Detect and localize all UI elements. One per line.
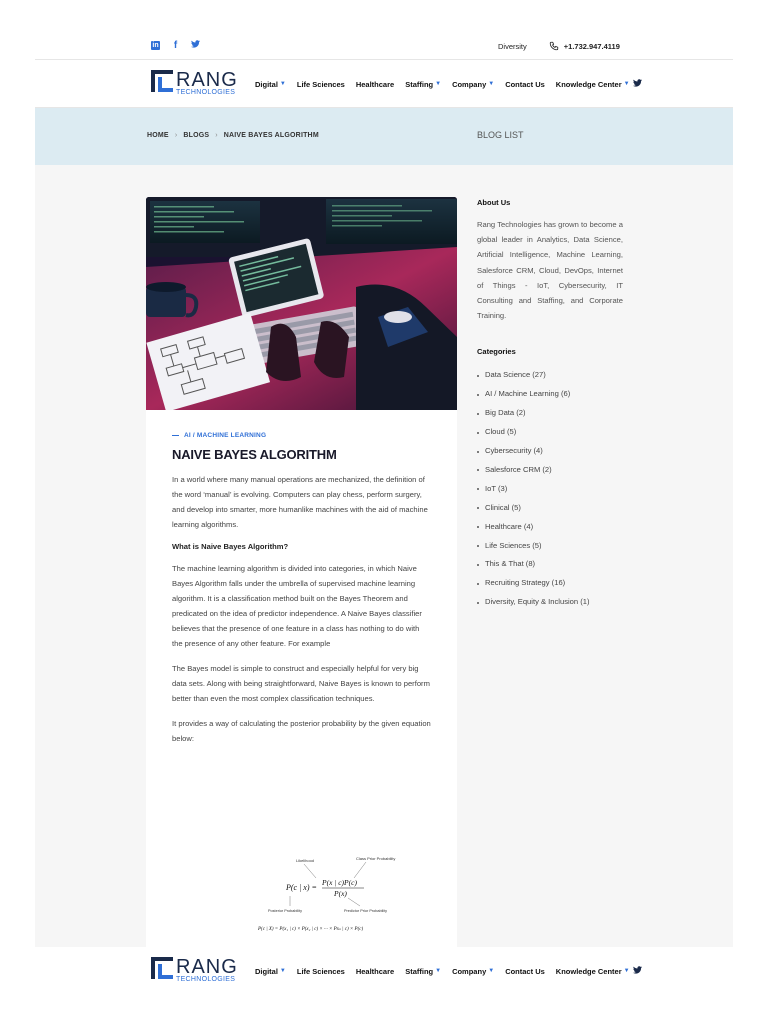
formula-denominator: P(x) bbox=[334, 889, 347, 898]
bullet-icon bbox=[477, 545, 479, 547]
bullet-icon bbox=[477, 469, 479, 471]
bayes-formula-image bbox=[256, 852, 406, 937]
article-paragraph-2: The machine learning algorithm is divided into categories, in which Naive Bayes Algorithm falls under the umbrella of supervised machine learning algorithm. It is a classification method built on the Bayes Theorem and predicated on the idea of predictor independence. A Naive Bayes classifier believes that the presence of one feature in a class has nothing to do with the presence of any other feature. For example bbox=[172, 564, 422, 648]
chevron-down-icon: ▼ bbox=[279, 81, 286, 87]
chevron-down-icon: ▼ bbox=[279, 968, 286, 974]
category-item[interactable]: Life Sciences (5) bbox=[477, 537, 623, 556]
logo-mark-icon bbox=[151, 70, 173, 92]
bullet-icon bbox=[477, 507, 479, 509]
article-paragraph-1: In a world where many manual operations are mechanized, the definition of the word ‘manual’ is evolving. Computers can play chess, perform surgery, and develop into smarter, more humanlike machines with the aid of machine learning algorithms. bbox=[172, 475, 428, 529]
article-card bbox=[146, 197, 457, 957]
bullet-icon bbox=[477, 451, 479, 453]
category-item[interactable]: Big Data (2) bbox=[477, 404, 623, 423]
nav-item-healthcare[interactable]: Healthcare bbox=[355, 79, 395, 89]
category-item[interactable]: Clinical (5) bbox=[477, 499, 623, 518]
diversity-link[interactable]: Diversity bbox=[498, 41, 527, 51]
nav-item-life-sciences[interactable]: Life Sciences bbox=[296, 966, 345, 976]
bullet-icon bbox=[477, 602, 479, 604]
page-frame bbox=[35, 30, 733, 990]
article-content bbox=[146, 432, 457, 746]
nav-item-healthcare[interactable]: Healthcare bbox=[355, 966, 395, 976]
chevron-down-icon: ▼ bbox=[623, 968, 630, 974]
article-paragraph-3: The Bayes model is simple to construct and especially helpful for very big data sets. Along with being straightforward, Naive Bayes is known to perform better than even the most complex classification techniques. bbox=[172, 664, 430, 703]
top-bar bbox=[35, 30, 733, 60]
bullet-icon bbox=[477, 488, 479, 490]
formula-numerator: P(x | c)P(c) bbox=[322, 878, 357, 887]
category-item[interactable]: Salesforce CRM (2) bbox=[477, 461, 623, 480]
nav-menu bbox=[255, 966, 642, 976]
category-item[interactable]: Diversity, Equity & Inclusion (1) bbox=[477, 593, 623, 612]
chevron-down-icon: ▼ bbox=[623, 81, 630, 87]
facebook-icon[interactable]: f bbox=[173, 39, 178, 51]
chevron-down-icon: ▼ bbox=[488, 968, 495, 974]
nav-item-knowledge-center[interactable]: Knowledge Center ▼ bbox=[555, 966, 630, 976]
article-title: NAIVE BAYES ALGORITHM bbox=[172, 447, 337, 462]
sticky-navbar bbox=[35, 947, 733, 990]
breadcrumb-current: NAIVE BAYES ALGORITHM bbox=[223, 132, 319, 139]
category-item[interactable]: IoT (3) bbox=[477, 480, 623, 499]
top-contact bbox=[498, 41, 620, 51]
nav-menu bbox=[255, 79, 642, 89]
breadcrumb-bar bbox=[35, 108, 733, 165]
category-item[interactable]: Cybersecurity (4) bbox=[477, 442, 623, 461]
article-paragraph-4: It provides a way of calculating the posterior probability by the given equation below: bbox=[172, 719, 431, 743]
formula-predictor-prior-label: Predictor Prior Probability bbox=[344, 909, 388, 913]
bullet-icon bbox=[477, 526, 479, 528]
chevron-down-icon: ▼ bbox=[435, 968, 442, 974]
about-text: Rang Technologies has grown to become a global leader in Analytics, Data Science, Artificial Intelligence, Machine Learning, Salesforce CRM, Cloud, DevOps, Internet of Things - IoT, Cybersecurity, IT Consulting and Staffing, and Corporate Training. bbox=[477, 220, 623, 321]
phone-icon bbox=[549, 41, 559, 51]
categories-list bbox=[477, 366, 623, 612]
breadcrumb-home[interactable]: HOME bbox=[147, 132, 169, 139]
nav-item-digital[interactable]: Digital ▼ bbox=[255, 966, 286, 976]
category-item[interactable]: This & That (8) bbox=[477, 555, 623, 574]
article-subheading: What is Naive Bayes Algorithm? bbox=[172, 542, 289, 551]
formula-class-prior-label: Class Prior Probability bbox=[356, 856, 396, 861]
nav-item-life-sciences[interactable]: Life Sciences bbox=[296, 79, 345, 89]
twitter-icon[interactable] bbox=[633, 966, 642, 976]
breadcrumb bbox=[147, 132, 319, 139]
twitter-icon[interactable] bbox=[191, 40, 200, 51]
bullet-icon bbox=[477, 394, 479, 396]
breadcrumb-separator: › bbox=[215, 132, 218, 139]
logo-mark-icon bbox=[151, 957, 173, 979]
blog-list-link[interactable]: BLOG LIST bbox=[477, 130, 524, 140]
bullet-icon bbox=[477, 564, 479, 566]
breadcrumb-blogs[interactable]: BLOGS bbox=[183, 132, 210, 139]
logo-wordmark: RANG bbox=[176, 69, 238, 91]
logo-tagline: TECHNOLOGIES bbox=[176, 89, 236, 96]
category-item[interactable]: Cloud (5) bbox=[477, 423, 623, 442]
main-navbar bbox=[35, 60, 733, 108]
formula-likelihood-label: Likelihood bbox=[296, 858, 315, 863]
nav-item-company[interactable]: Company ▼ bbox=[452, 966, 495, 976]
nav-item-staffing[interactable]: Staffing ▼ bbox=[405, 966, 442, 976]
nav-item-staffing[interactable]: Staffing ▼ bbox=[405, 79, 442, 89]
phone-number: +1.732.947.4119 bbox=[563, 41, 620, 51]
chevron-down-icon: ▼ bbox=[435, 81, 442, 87]
category-item[interactable]: AI / Machine Learning (6) bbox=[477, 385, 623, 404]
category-item[interactable]: Recruiting Strategy (16) bbox=[477, 574, 623, 593]
chevron-down-icon: ▼ bbox=[488, 81, 495, 87]
bullet-icon bbox=[477, 432, 479, 434]
category-dash bbox=[172, 435, 179, 436]
bullet-icon bbox=[477, 413, 479, 415]
nav-item-knowledge-center[interactable]: Knowledge Center ▼ bbox=[555, 79, 630, 89]
social-links bbox=[151, 40, 200, 51]
nav-item-contact[interactable]: Contact Us bbox=[505, 79, 545, 89]
breadcrumb-separator: › bbox=[174, 132, 178, 139]
logo-tagline: TECHNOLOGIES bbox=[176, 976, 236, 983]
hero-image bbox=[146, 197, 457, 410]
logo-wordmark: RANG bbox=[176, 956, 238, 978]
category-item[interactable]: Data Science (27) bbox=[477, 366, 623, 385]
article-category[interactable]: AI / MACHINE LEARNING bbox=[172, 432, 431, 439]
nav-item-contact[interactable]: Contact Us bbox=[505, 966, 545, 976]
twitter-icon[interactable] bbox=[633, 79, 642, 89]
formula-lhs: P(c | x) = bbox=[286, 883, 317, 892]
about-heading: About Us bbox=[477, 198, 511, 207]
categories-heading: Categories bbox=[477, 347, 516, 357]
category-item[interactable]: Healthcare (4) bbox=[477, 518, 623, 537]
logo[interactable] bbox=[151, 70, 238, 96]
formula-expanded: P(c | X) = P(x₁ | c) × P(x₂ | c) × ··· × Pxₙ | c) × P(c) bbox=[258, 927, 364, 932]
linkedin-icon[interactable]: in bbox=[152, 42, 159, 49]
logo[interactable] bbox=[151, 957, 238, 983]
phone-link[interactable] bbox=[549, 41, 620, 51]
nav-item-digital[interactable]: Digital ▼ bbox=[255, 79, 286, 89]
bullet-icon bbox=[477, 375, 479, 377]
nav-item-company[interactable]: Company ▼ bbox=[452, 79, 495, 89]
formula-posterior-label: Posterior Probability bbox=[268, 909, 302, 913]
sidebar bbox=[477, 198, 623, 612]
bullet-icon bbox=[477, 583, 479, 585]
